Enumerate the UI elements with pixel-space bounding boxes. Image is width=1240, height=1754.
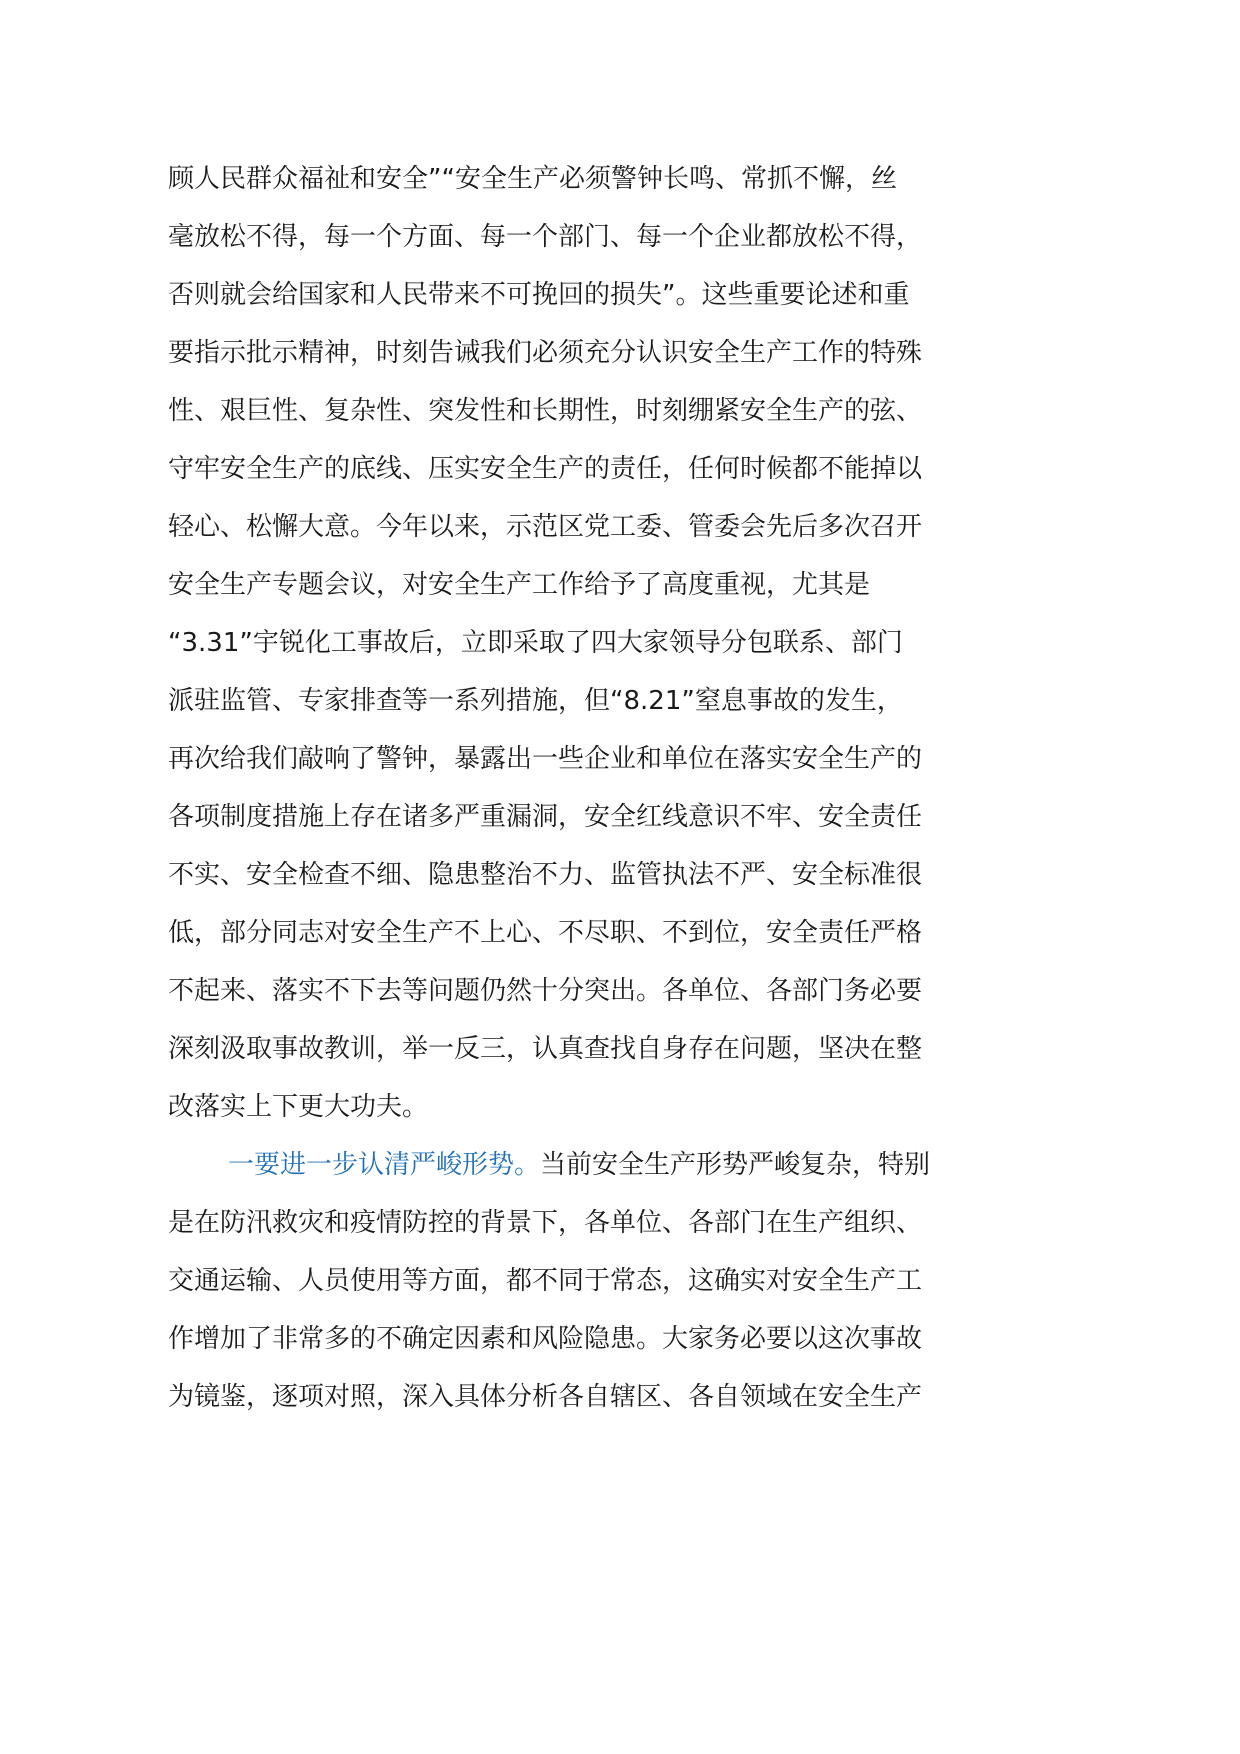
- text-line: 作增加了非常多的不确定因素和风险隐患。大家务必要以这次事故: [168, 1324, 923, 1354]
- text-line: 低，部分同志对安全生产不上心、不尽职、不到位，安全责任严格: [168, 918, 923, 948]
- paragraph-2: [168, 1136, 948, 1426]
- text-line: 派驻监管、专家排查等一系列措施，但“8.21”窒息事故的发生，: [168, 686, 903, 716]
- text-line: 否则就会给国家和人民带来不可挽回的损失”。这些重要论述和重: [168, 280, 910, 310]
- text-line: 轻心、松懈大意。今年以来，示范区党工委、管委会先后多次召开: [168, 512, 923, 542]
- text-line: 交通运输、人员使用等方面，都不同于常态，这确实对安全生产工: [168, 1266, 923, 1296]
- text-line: 要指示批示精神，时刻告诫我们必须充分认识安全生产工作的特殊: [168, 338, 923, 368]
- section-heading: 一要进一步认清严峻形势。: [228, 1150, 541, 1180]
- paragraph-1: [168, 150, 948, 1136]
- text-line: 改落实上下更大功夫。: [168, 1092, 429, 1122]
- text-line: 不实、安全检查不细、隐患整治不力、监管执法不严、安全标准很: [168, 860, 923, 890]
- text-line: 毫放松不得，每一个方面、每一个部门、每一个企业都放松不得，: [168, 222, 923, 252]
- text-line: 为镜鉴，逐项对照，深入具体分析各自辖区、各自领域在安全生产: [168, 1382, 923, 1412]
- text-line: 是在防汛救灾和疫情防控的背景下，各单位、各部门在生产组织、: [168, 1208, 923, 1238]
- text-line: 守牢安全生产的底线、压实安全生产的责任，任何时候都不能掉以: [168, 454, 923, 484]
- text-line: 各项制度措施上存在诸多严重漏洞，安全红线意识不牢、安全责任: [168, 802, 923, 832]
- text-line: 安全生产专题会议，对安全生产工作给予了高度重视，尤其是: [168, 570, 871, 600]
- text-line: 再次给我们敲响了警钟，暴露出一些企业和单位在落实安全生产的: [168, 744, 923, 774]
- text-line: “3.31”宇锐化工事故后，立即采取了四大家领导分包联系、部门: [168, 628, 903, 658]
- text-line: 深刻汲取事故教训，举一反三，认真查找自身存在问题，坚决在整: [168, 1034, 923, 1064]
- heading-line-rest: 当前安全生产形势严峻复杂，特别: [540, 1150, 931, 1180]
- text-line: 性、艰巨性、复杂性、突发性和长期性，时刻绷紧安全生产的弦、: [168, 396, 923, 426]
- paragraph-2-first-line: [168, 1136, 948, 1194]
- text-line: 不起来、落实不下去等问题仍然十分突出。各单位、各部门务必要: [168, 976, 923, 1006]
- document-body: [168, 150, 948, 1426]
- text-line: 顾人民群众福祉和安全”“安全生产必须警钟长鸣、常抓不懈，丝: [168, 164, 897, 194]
